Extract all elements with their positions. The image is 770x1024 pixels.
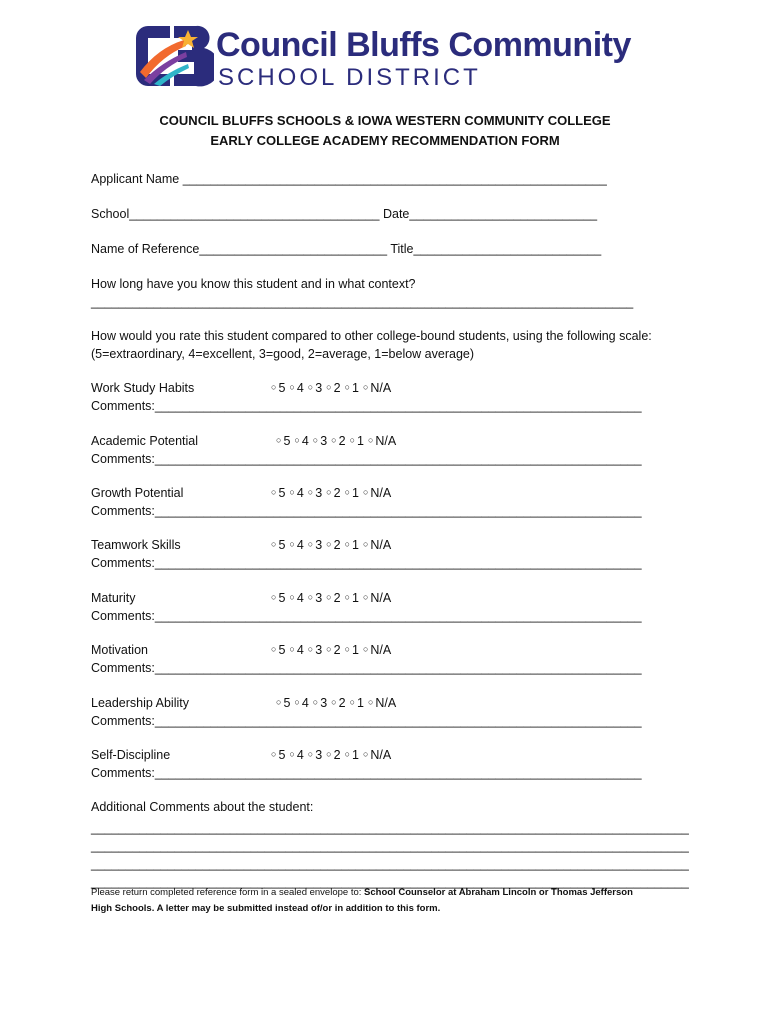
radio-circle-icon[interactable]: ○ [312,697,319,707]
rating-option-label[interactable]: 4 [296,591,304,605]
rating-option-label[interactable]: 5 [283,434,291,448]
rating-option-label[interactable]: 2 [333,381,341,395]
comments-field-motivation[interactable]: Comments:______________________________________________________________________ [91,661,642,675]
footer-instructions-line2 [91,903,440,914]
rating-option-label[interactable]: 5 [278,591,286,605]
radio-circle-icon[interactable]: ○ [294,435,300,445]
rating-option-label[interactable]: 1 [352,643,359,657]
radio-circle-icon[interactable]: ○ [271,592,277,602]
category-label-leadership-ability: Leadership Ability [91,696,189,710]
radio-circle-icon[interactable]: ○ [349,435,355,445]
rating-option-label[interactable]: 5 [278,538,286,552]
radio-circle-icon[interactable]: ○ [349,697,355,707]
rating-option-label[interactable]: N/A [370,748,392,762]
category-label-maturity: Maturity [91,591,136,605]
radio-circle-icon[interactable]: ○ [271,487,277,497]
rating-group-self-discipline [271,748,395,762]
radio-circle-icon[interactable]: ○ [271,539,277,549]
comments-field-self-discipline[interactable]: Comments:______________________________________________________________________ [91,766,642,780]
rating-option-label[interactable]: 1 [352,381,359,395]
rating-option-label[interactable]: 1 [357,696,364,710]
scale-legend: (5=extraordinary, 4=excellent, 3=good, 2=average, 1=below average) [91,347,475,361]
rating-option-label[interactable]: 5 [278,643,286,657]
rating-option-label[interactable]: N/A [370,538,392,552]
radio-circle-icon[interactable]: ○ [362,539,369,549]
rating-option-label[interactable]: 1 [352,486,359,500]
rating-option-label[interactable]: 2 [333,538,341,552]
rating-option-label[interactable]: 4 [296,748,304,762]
logo-title: Council Bluffs Community [216,26,631,64]
category-label-work-study-habits: Work Study Habits [91,381,195,395]
rating-option-label[interactable]: 1 [352,591,359,605]
cb-logo-mark-icon [134,22,214,90]
footer-bold-text-1: School Counselor at Abraham Lincoln or Thomas Jefferson [364,887,633,898]
reference-title-field[interactable]: Name of Reference___________________________ Title___________________________ [91,242,602,256]
rating-option-label[interactable]: 2 [338,434,346,448]
rating-option-label[interactable]: 4 [296,643,304,657]
radio-circle-icon[interactable]: ○ [307,644,314,654]
radio-circle-icon[interactable]: ○ [344,644,350,654]
form-title-line2: EARLY COLLEGE ACADEMY RECOMMENDATION FORM [210,133,560,148]
radio-circle-icon[interactable]: ○ [289,749,295,759]
comments-field-leadership-ability[interactable]: Comments:______________________________________________________________________ [91,714,642,728]
rating-option-label[interactable]: 1 [357,434,364,448]
district-logo [134,22,634,92]
rating-option-label[interactable]: N/A [370,381,392,395]
radio-circle-icon[interactable]: ○ [289,539,295,549]
radio-circle-icon[interactable]: ○ [367,435,374,445]
how-long-question: How long have you know this student and in what context? [91,277,416,291]
radio-circle-icon[interactable]: ○ [344,539,350,549]
rating-option-label[interactable]: 3 [315,643,323,657]
radio-circle-icon[interactable]: ○ [307,539,314,549]
radio-circle-icon[interactable]: ○ [294,697,300,707]
rating-option-label[interactable]: 2 [338,696,346,710]
radio-circle-icon[interactable]: ○ [344,487,350,497]
radio-circle-icon[interactable]: ○ [289,644,295,654]
rating-option-label[interactable]: 3 [320,434,328,448]
radio-circle-icon[interactable]: ○ [362,487,369,497]
radio-circle-icon[interactable]: ○ [271,382,277,392]
rating-option-label[interactable]: N/A [375,434,397,448]
category-label-self-discipline: Self-Discipline [91,748,171,762]
rating-option-label[interactable]: 4 [296,486,304,500]
radio-circle-icon[interactable]: ○ [326,749,332,759]
additional-comments-label: Additional Comments about the student: [91,800,314,814]
rating-option-label[interactable]: 3 [315,748,323,762]
rating-group-maturity [271,591,395,605]
comments-field-teamwork-skills[interactable]: Comments:______________________________________________________________________ [91,556,642,570]
rating-option-label[interactable]: 4 [296,538,304,552]
radio-circle-icon[interactable]: ○ [289,592,295,602]
category-label-motivation: Motivation [91,643,148,657]
rating-option-label[interactable]: 5 [278,486,286,500]
rating-option-label[interactable]: N/A [375,696,397,710]
rating-option-label[interactable]: N/A [370,486,392,500]
radio-circle-icon[interactable]: ○ [307,749,314,759]
radio-circle-icon[interactable]: ○ [326,644,332,654]
how-long-answer-line[interactable]: ______________________________________________________________________________ [91,295,634,309]
rating-option-label[interactable]: 3 [315,591,323,605]
rating-option-label[interactable]: 1 [352,538,359,552]
rating-option-label[interactable]: 3 [315,538,323,552]
radio-circle-icon[interactable]: ○ [307,487,314,497]
category-label-teamwork-skills: Teamwork Skills [91,538,181,552]
radio-circle-icon[interactable]: ○ [326,487,332,497]
rating-option-label[interactable]: 2 [333,643,341,657]
radio-circle-icon[interactable]: ○ [362,644,369,654]
radio-circle-icon[interactable]: ○ [307,592,314,602]
rating-group-teamwork-skills [271,538,395,552]
additional-comments-line-4[interactable]: ______________________________________________________________________________________ [91,875,689,889]
radio-circle-icon[interactable]: ○ [362,382,369,392]
radio-circle-icon[interactable]: ○ [344,382,350,392]
radio-circle-icon[interactable]: ○ [326,539,332,549]
rating-option-label[interactable]: 4 [301,434,309,448]
rating-group-motivation [271,643,395,657]
radio-circle-icon[interactable]: ○ [326,592,332,602]
radio-circle-icon[interactable]: ○ [367,697,374,707]
radio-circle-icon[interactable]: ○ [344,749,350,759]
footer-normal-text: Please return completed reference form in a sealed envelope to: [91,887,365,898]
rating-option-label[interactable]: 4 [296,381,304,395]
footer-bold-text-2: High Schools. A letter may be submitted instead of/or in addition to this form. [91,903,441,914]
radio-circle-icon[interactable]: ○ [344,592,350,602]
radio-circle-icon[interactable]: ○ [362,592,369,602]
comments-field-academic-potential[interactable]: Comments:______________________________________________________________________ [91,452,642,466]
radio-circle-icon[interactable]: ○ [326,382,332,392]
radio-circle-icon[interactable]: ○ [271,749,277,759]
rating-option-label[interactable]: 5 [283,696,291,710]
rating-group-leadership-ability [276,696,400,710]
school-date-field[interactable]: School____________________________________ Date___________________________ [91,207,598,221]
radio-circle-icon[interactable]: ○ [307,382,314,392]
radio-circle-icon[interactable]: ○ [276,697,282,707]
radio-circle-icon[interactable]: ○ [271,644,277,654]
rating-option-label[interactable]: N/A [370,591,392,605]
rating-group-academic-potential [276,434,400,448]
footer-instructions-line1 [91,887,633,898]
category-label-academic-potential: Academic Potential [91,434,199,448]
comments-field-maturity[interactable]: Comments:______________________________________________________________________ [91,609,642,623]
radio-circle-icon[interactable]: ○ [331,697,337,707]
logo-subtitle: SCHOOL DISTRICT [218,64,481,91]
rating-group-work-study-habits [271,381,395,395]
rating-option-label[interactable]: 3 [315,381,323,395]
radio-circle-icon[interactable]: ○ [289,487,295,497]
form-title-line1: COUNCIL BLUFFS SCHOOLS & IOWA WESTERN COMMUNITY COLLEGE [159,113,611,128]
additional-comments-line-2[interactable]: ______________________________________________________________________________________ [91,839,689,853]
scale-instructions: How would you rate this student compared to other college-bound students, using the following scale: [91,329,652,343]
rating-option-label[interactable]: 1 [352,748,359,762]
rating-option-label[interactable]: 3 [315,486,323,500]
rating-option-label[interactable]: 5 [278,381,286,395]
rating-option-label[interactable]: 3 [320,696,328,710]
radio-circle-icon[interactable]: ○ [289,382,295,392]
rating-option-label[interactable]: 2 [333,486,341,500]
rating-group-growth-potential [271,486,395,500]
comments-field-growth-potential[interactable]: Comments:______________________________________________________________________ [91,504,642,518]
rating-option-label[interactable]: N/A [370,643,392,657]
category-label-growth-potential: Growth Potential [91,486,184,500]
rating-option-label[interactable]: 5 [278,748,286,762]
radio-circle-icon[interactable]: ○ [312,435,319,445]
additional-comments-line-3[interactable]: ______________________________________________________________________________________ [91,857,689,871]
radio-circle-icon[interactable]: ○ [331,435,337,445]
rating-option-label[interactable]: 2 [333,591,341,605]
comments-field-work-study-habits[interactable]: Comments:______________________________________________________________________ [91,399,642,413]
additional-comments-line-1[interactable]: ______________________________________________________________________________________ [91,821,689,835]
applicant-name-field[interactable]: Applicant Name _____________________________________________________________ [91,172,607,186]
rating-option-label[interactable]: 2 [333,748,341,762]
radio-circle-icon[interactable]: ○ [362,749,369,759]
radio-circle-icon[interactable]: ○ [276,435,282,445]
rating-option-label[interactable]: 4 [301,696,309,710]
